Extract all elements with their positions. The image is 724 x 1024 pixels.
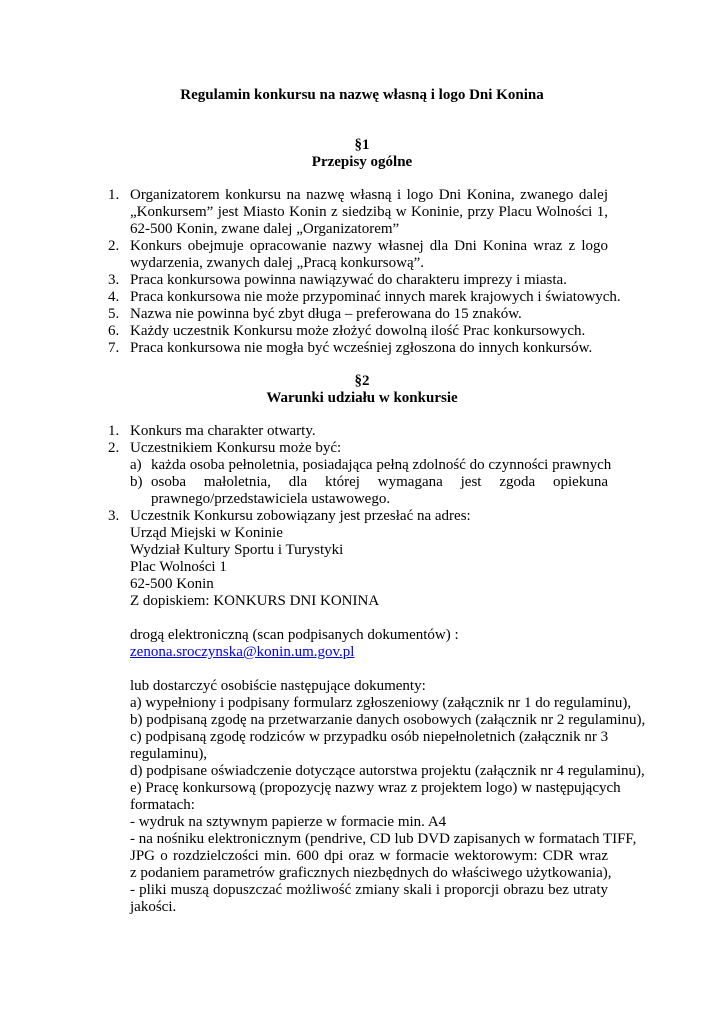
section-1-sign: §1	[354, 137, 370, 153]
document-line: a) wypełniony i podpisany formularz zgłoszeniowy (załącznik nr 1 do regulaminu),	[130, 695, 632, 711]
list-item-line: Uczestnik Konkursu zobowiązany jest przesłać na adres:	[130, 508, 471, 524]
list-item-number: 1.	[108, 423, 120, 439]
personal-delivery-text: lub dostarczyć osobiście następujące dokumenty:	[130, 678, 426, 694]
document-line: - na nośniku elektronicznym (pendrive, CD lub DVD zapisanych w formatach TIFF,	[130, 831, 637, 847]
document-line: JPG o rozdzielczości min. 600 dpi oraz w formacie wektorowym: CDR wraz	[130, 848, 608, 864]
document-line: formatach:	[130, 797, 195, 813]
contact-email-link[interactable]: zenona.sroczynska@konin.um.gov.pl	[130, 644, 355, 660]
list-item-number: 3.	[108, 272, 120, 288]
list-item-line: Każdy uczestnik Konkursu może złożyć dowolną ilość Prac konkursowych.	[130, 323, 586, 339]
sublist-letter: b)	[130, 474, 143, 490]
list-item-number: 5.	[108, 306, 120, 322]
list-item-line: wydarzenia, zwanych dalej „Pracą konkursową”.	[130, 255, 425, 271]
document-line: b) podpisaną zgodę na przetwarzanie danych osobowych (załącznik nr 2 regulaminu),	[130, 712, 646, 728]
section-2-heading: Warunki udziału w konkursie	[266, 390, 458, 406]
document-line: d) podpisane oświadczenie dotyczące autorstwa projektu (załącznik nr 4 regulaminu),	[130, 763, 645, 779]
list-item-line: Praca konkursowa nie mogła być wcześniej zgłoszona do innych konkursów.	[130, 340, 593, 356]
list-item-number: 7.	[108, 340, 120, 356]
sublist-line: osoba małoletnia, dla której wymagana jest zgoda opiekuna	[151, 474, 608, 490]
address-line: Urząd Miejski w Koninie	[130, 525, 283, 541]
address-line: Wydział Kultury Sportu i Turystyki	[130, 542, 344, 558]
address-line: Z dopiskiem: KONKURS DNI KONINA	[130, 593, 380, 609]
document-line: - pliki muszą dopuszczać możliwość zmiany skali i proporcji obrazu bez utraty	[130, 882, 608, 898]
list-item-line: Nazwa nie powinna być zbyt długa – preferowana do 15 znaków.	[130, 306, 522, 322]
section-2-sign: §2	[354, 373, 370, 389]
document-line: regulaminu),	[130, 746, 208, 762]
document-line: c) podpisaną zgodę rodziców w przypadku osób niepełnoletnich (załącznik nr 3	[130, 729, 609, 745]
list-item-number: 3.	[108, 508, 120, 524]
list-item-line: Konkurs obejmuje opracowanie nazwy własnej dla Dni Konina wraz z logo	[130, 238, 608, 254]
list-item-line: Konkurs ma charakter otwarty.	[130, 423, 316, 439]
document-line: z podaniem parametrów graficznych niezbędnych do właściwego użytkowania),	[130, 865, 612, 881]
sublist-letter: a)	[130, 457, 142, 473]
sublist-line: każda osoba pełnoletnia, posiadająca pełną zdolność do czynności prawnych	[151, 457, 612, 473]
list-item-line: Organizatorem konkursu na nazwę własną i logo Dni Konina, zwanego dalej	[130, 187, 608, 203]
list-item-number: 6.	[108, 323, 120, 339]
list-item-number: 2.	[108, 440, 120, 456]
list-item-line: Praca konkursowa powinna nawiązywać do charakteru imprezy i miasta.	[130, 272, 567, 288]
address-line: Plac Wolności 1	[130, 559, 227, 575]
list-item-line: Uczestnikiem Konkursu może być:	[130, 440, 342, 456]
list-item-number: 2.	[108, 238, 120, 254]
document-line: - wydruk na sztywnym papierze w formacie min. A4	[130, 814, 447, 830]
document-line: jakości.	[130, 899, 177, 915]
list-item-line: Praca konkursowa nie może przypominać innych marek krajowych i światowych.	[130, 289, 621, 305]
list-item-line: 62-500 Konin, zwane dalej „Organizatorem”	[130, 221, 400, 237]
electronic-delivery-text: drogą elektroniczną (scan podpisanych dokumentów) :	[130, 627, 459, 643]
section-1-heading: Przepisy ogólne	[311, 154, 413, 170]
sublist-line: prawnego/przedstawiciela ustawowego.	[151, 491, 391, 507]
address-line: 62-500 Konin	[130, 576, 214, 592]
list-item-number: 4.	[108, 289, 120, 305]
list-item-number: 1.	[108, 187, 120, 203]
document-line: e) Pracę konkursową (propozycję nazwy wraz z projektem logo) w następujących	[130, 780, 621, 796]
list-item-line: „Konkursem” jest Miasto Konin z siedzibą w Koninie, przy Placu Wolności 1,	[130, 204, 608, 220]
document-title: Regulamin konkursu na nazwę własną i logo Dni Konina	[180, 87, 544, 103]
